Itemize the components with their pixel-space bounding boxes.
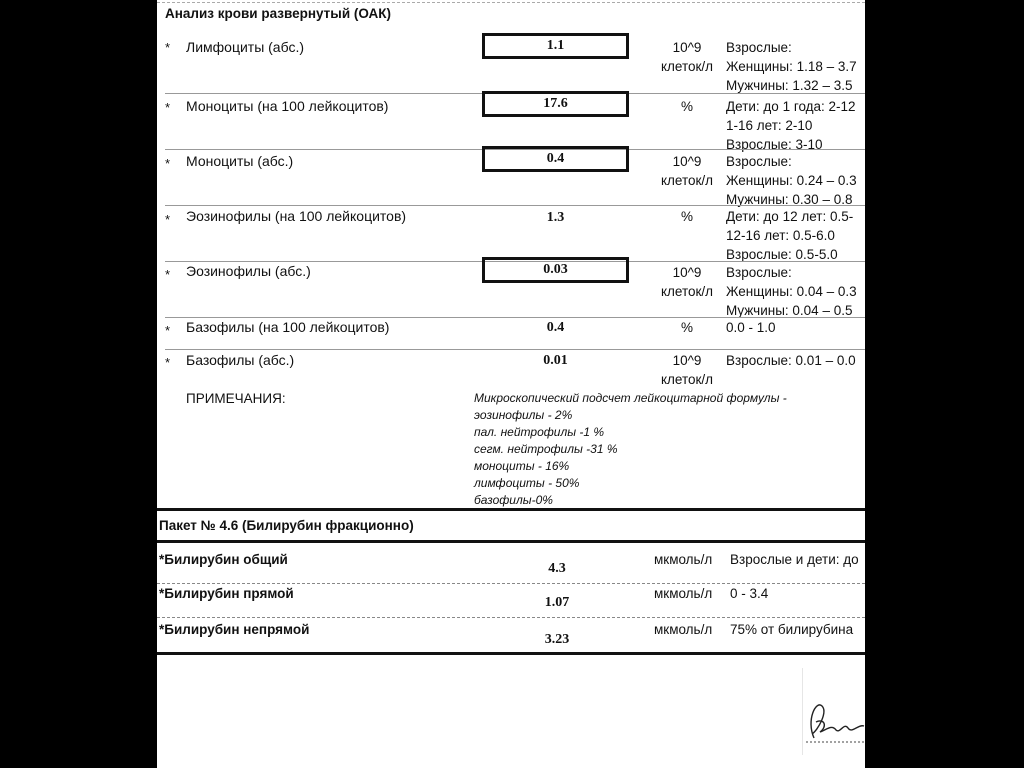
signature	[802, 660, 865, 760]
test-value: 1.3	[546, 210, 565, 225]
section-divider	[157, 508, 865, 511]
row-asterisk: *	[165, 267, 171, 282]
bilirubin-value: 4.3	[548, 561, 566, 576]
test-name: Базофилы (абс.)	[186, 352, 295, 368]
row-divider	[157, 617, 865, 618]
table-row	[157, 32, 865, 94]
bilirubin-name: *Билирубин прямой	[159, 586, 294, 601]
table-row	[157, 150, 865, 206]
row-asterisk: *	[165, 156, 171, 171]
reference-range: Взрослые: Женщины: 0.04 – 0.3 Мужчины: 0.04 – 0.5	[726, 265, 857, 318]
table-row	[157, 206, 865, 262]
test-unit: 10^9 клеток/л	[660, 40, 714, 74]
notes-text: Микроскопический подсчет лейкоцитарной формулы - эозинофилы - 2% пал. нейтрофилы -1 % сегм. нейтрофилы -31 % моноциты - 16% лимфоциты - 50% базофилы-0%	[474, 391, 787, 507]
reference-range: Дети: до 12 лет: 0.5- 12-16 лет: 0.5-6.0 Взрослые: 0.5-5.0	[726, 209, 854, 262]
bilirubin-value: 3.23	[544, 632, 570, 647]
lab-report-sheet	[157, 0, 865, 768]
test-name: Моноциты (абс.)	[186, 153, 294, 169]
test-name: Моноциты (на 100 лейкоцитов)	[186, 98, 389, 114]
test-name: Лимфоциты (абс.)	[186, 39, 305, 55]
test-unit: %	[680, 209, 693, 224]
test-value: 0.03	[482, 257, 629, 283]
test-name: Эозинофилы (на 100 лейкоцитов)	[186, 208, 407, 224]
test-unit: 10^9 клеток/л	[660, 265, 714, 299]
bilirubin-unit: мкмоль/л	[654, 622, 713, 637]
test-unit: %	[680, 99, 693, 114]
reference-range: Дети: до 1 года: 2-12 1-16 лет: 2-10 Взрослые: 3-10	[726, 99, 856, 152]
row-asterisk: *	[165, 40, 171, 55]
test-name: Базофилы (на 100 лейкоцитов)	[186, 319, 390, 335]
signature-scribble	[802, 660, 865, 760]
bilirubin-ref: Взрослые и дети: до	[730, 552, 859, 567]
table-row	[157, 350, 865, 388]
section-divider	[157, 540, 865, 543]
reference-range: 0.0 - 1.0	[726, 320, 776, 335]
test-value: 17.6	[482, 91, 629, 117]
bilirubin-name: *Билирубин непрямой	[159, 622, 310, 637]
notes-label: ПРИМЕЧАНИЯ:	[186, 391, 286, 406]
oak-section-title: Анализ крови развернутый (ОАК)	[165, 6, 392, 21]
bilirubin-name: *Билирубин общий	[159, 552, 288, 567]
row-asterisk: *	[165, 355, 171, 370]
test-unit: %	[680, 320, 693, 335]
test-unit: 10^9 клеток/л	[660, 154, 714, 188]
table-row	[157, 262, 865, 318]
bilirubin-ref: 0 - 3.4	[730, 586, 769, 601]
bilirubin-section-title: Пакет № 4.6 (Билирубин фракционно)	[159, 518, 414, 533]
test-value: 0.4	[482, 146, 629, 172]
reference-range: Взрослые: Женщины: 1.18 – 3.7 Мужчины: 1.32 – 3.5	[726, 40, 857, 93]
test-name: Эозинофилы (абс.)	[186, 263, 311, 279]
bilirubin-ref: 75% от билирубина	[730, 622, 854, 637]
test-value: 1.1	[482, 33, 629, 59]
test-value: 0.01	[543, 353, 568, 368]
test-unit: 10^9 клеток/л	[660, 353, 714, 387]
test-value: 0.4	[546, 320, 565, 335]
reference-range: Взрослые: 0.01 – 0.0	[726, 353, 856, 368]
section-divider	[157, 652, 865, 655]
row-asterisk: *	[165, 100, 171, 115]
row-asterisk: *	[165, 212, 171, 227]
reference-range: Взрослые: Женщины: 0.24 – 0.3 Мужчины: 0.30 – 0.8	[726, 154, 857, 207]
header-divider	[157, 2, 865, 3]
table-row	[157, 318, 865, 350]
row-divider	[157, 583, 865, 584]
bilirubin-unit: мкмоль/л	[654, 586, 713, 601]
row-asterisk: *	[165, 323, 171, 338]
bilirubin-value: 1.07	[544, 595, 570, 610]
bilirubin-unit: мкмоль/л	[654, 552, 713, 567]
table-row	[157, 94, 865, 150]
